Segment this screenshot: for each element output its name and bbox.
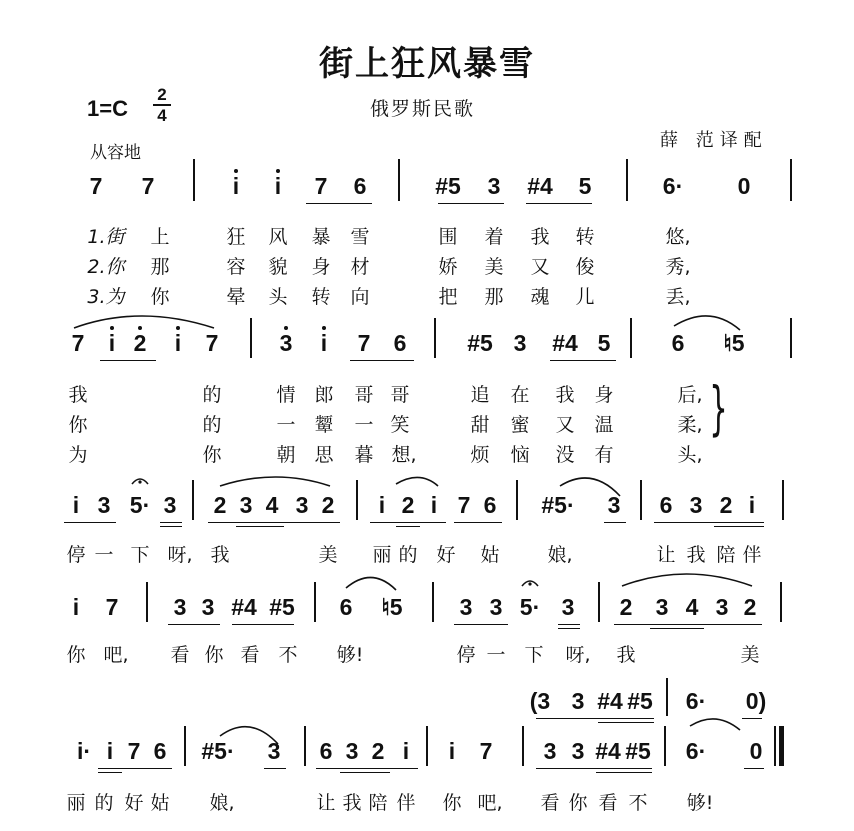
note: 6·	[685, 738, 707, 764]
lyric-char: 你	[568, 792, 588, 814]
lyric-char: 的	[202, 384, 222, 406]
lyric-char: 容	[226, 256, 246, 278]
note: 3	[239, 492, 253, 518]
lyric-char: 的	[94, 792, 114, 814]
time-signature-top: 2	[157, 85, 167, 104]
lyric-char: 为	[68, 444, 88, 466]
lyric-char: 甜	[470, 414, 490, 436]
lyric-char: 向	[350, 286, 370, 308]
lyric-char: 下	[130, 544, 150, 566]
lyric-char: 丽	[66, 792, 86, 814]
note: 3	[489, 594, 503, 620]
lyric-char: 狂	[226, 226, 246, 248]
lyric-char: 一	[94, 544, 114, 566]
song-title: 街上狂风暴雪	[319, 44, 535, 84]
note: 6	[393, 330, 407, 356]
song-origin: 俄罗斯民歌	[370, 98, 476, 120]
tempo-marking: 从容地	[90, 143, 141, 163]
lyric-char: 的	[398, 544, 418, 566]
note: 4	[265, 492, 279, 518]
note: 3	[689, 492, 703, 518]
lyric-char: 温	[594, 414, 614, 436]
note: 7	[479, 738, 493, 764]
note: i	[274, 173, 282, 199]
note: 5·	[519, 594, 541, 620]
note: 3	[345, 738, 359, 764]
lyric-char: 烦	[470, 444, 490, 466]
slur	[674, 316, 740, 330]
lyric-char: 你	[150, 286, 170, 308]
lyric-char: 雪	[350, 226, 370, 248]
note: i	[320, 330, 328, 356]
lyric-char: 朝	[276, 444, 296, 466]
lyric-char: 吧,	[103, 644, 129, 666]
lyric-char: 让	[656, 544, 676, 566]
note: #5	[625, 738, 651, 764]
note: 6	[483, 492, 497, 518]
note: 2	[401, 492, 415, 518]
lyric-char: 魂	[530, 286, 550, 308]
lyric-char: 伴	[742, 544, 762, 566]
lyric-char: 美	[740, 644, 760, 666]
note: #4	[527, 173, 553, 199]
note: i	[108, 330, 116, 356]
lyric-char: 恼	[510, 444, 530, 466]
note: 7	[89, 173, 103, 199]
lyric-char: 追	[470, 384, 490, 406]
time-signature-bottom: 4	[157, 106, 167, 125]
lyric-char: 那	[484, 286, 504, 308]
note: 3	[487, 173, 501, 199]
note: 2	[321, 492, 335, 518]
lyric-char: 1.街	[87, 226, 125, 248]
lyric-char: 你	[66, 644, 86, 666]
lyric-char: 姑	[150, 792, 170, 814]
lyric-char: 你	[442, 792, 462, 814]
lyric-char: 姑	[480, 544, 500, 566]
note: 3	[279, 330, 293, 356]
lyric-char: 不	[628, 792, 648, 814]
lyric-char: 情	[276, 384, 296, 406]
note: 3	[173, 594, 187, 620]
note: 3	[607, 492, 621, 518]
note: #5	[467, 330, 493, 356]
lyric-char: 你	[204, 644, 224, 666]
note: 0	[737, 173, 751, 199]
note: #4	[231, 594, 257, 620]
note: i	[378, 492, 386, 518]
note: i	[72, 492, 80, 518]
lyric-char: 娇	[438, 256, 458, 278]
note: 6	[353, 173, 367, 199]
note: 7	[314, 173, 328, 199]
lyric-char: 材	[350, 256, 370, 278]
note: i·	[76, 738, 92, 764]
note: 3	[97, 492, 111, 518]
note: 6	[153, 738, 167, 764]
note: #4	[552, 330, 578, 356]
note: i	[402, 738, 410, 764]
lyric-char: 头,	[677, 444, 703, 466]
lyric-char: 看	[170, 644, 190, 666]
note: i	[448, 738, 456, 764]
lyric-char: 你	[202, 444, 222, 466]
note: 3	[267, 738, 281, 764]
note: 6	[659, 492, 673, 518]
lyric-char: 悠,	[665, 226, 691, 248]
lyric-char: 的	[202, 414, 222, 436]
note: 6·	[662, 173, 684, 199]
lyric-char: 丽	[372, 544, 392, 566]
lyric-char: 没	[555, 444, 575, 466]
lyric-char: 呀,	[565, 644, 591, 666]
verse-brace: }	[709, 374, 728, 442]
note: 0	[749, 738, 763, 764]
lyric-char: 身	[311, 256, 331, 278]
lyric-char: 柔,	[677, 414, 703, 436]
note: 3	[459, 594, 473, 620]
note: #5	[627, 688, 653, 714]
lyric-char: 我	[616, 644, 636, 666]
lyric-char: 蜜	[510, 414, 530, 436]
lyric-char: 俊	[575, 256, 595, 278]
lyric-char: 颦	[314, 414, 334, 436]
lyric-char: 好	[436, 544, 456, 566]
lyric-char: 我	[210, 544, 230, 566]
note: 7	[141, 173, 155, 199]
lyric-char: 风	[268, 226, 288, 248]
lyric-char: 呀,	[167, 544, 193, 566]
lyric-char: 我	[68, 384, 88, 406]
fermata-dot	[138, 480, 141, 483]
lyric-char: 我	[555, 384, 575, 406]
lyric-char: 一	[354, 414, 374, 436]
lyric-char: 又	[555, 414, 575, 436]
lyric-char: 好	[124, 792, 144, 814]
lyric-char: 不	[278, 644, 298, 666]
note: 3	[571, 738, 585, 764]
note: (3	[529, 688, 551, 714]
lyric-char: 转	[311, 286, 331, 308]
note: #5	[435, 173, 461, 199]
slur	[346, 577, 396, 590]
note: 6	[671, 330, 685, 356]
translator-credit: 薛 范译配	[660, 130, 768, 151]
note: 2	[743, 594, 757, 620]
lyric-char: 着	[484, 226, 504, 248]
note: #4	[597, 688, 623, 714]
lyric-char: 一	[276, 414, 296, 436]
note: 5·	[129, 492, 151, 518]
note: 3	[201, 594, 215, 620]
note: 3	[561, 594, 575, 620]
lyric-char: 想,	[391, 444, 417, 466]
lyric-char: 貌	[268, 256, 288, 278]
lyric-char: 陪	[368, 792, 388, 814]
lyric-char: 看	[598, 792, 618, 814]
lyric-char: 把	[438, 286, 458, 308]
lyric-char: 你	[68, 414, 88, 436]
note: 7	[357, 330, 371, 356]
lyric-char: 丢,	[665, 286, 691, 308]
note: #5	[269, 594, 295, 620]
note: #5·	[201, 738, 235, 764]
lyric-char: 我	[342, 792, 362, 814]
lyric-char: 娘,	[209, 792, 235, 814]
lyric-char: 在	[510, 384, 530, 406]
slur	[396, 477, 438, 486]
note: 7	[457, 492, 471, 518]
note: i	[430, 492, 438, 518]
note: i	[72, 594, 80, 620]
note: 2	[213, 492, 227, 518]
note: i	[748, 492, 756, 518]
lyric-char: 停	[66, 544, 86, 566]
note: 6·	[685, 688, 707, 714]
lyric-char: 上	[150, 226, 170, 248]
lyric-char: 吧,	[477, 792, 503, 814]
lyric-char: 我	[686, 544, 706, 566]
lyric-char: 我	[530, 226, 550, 248]
note: ♮5	[723, 330, 745, 356]
note: 2	[371, 738, 385, 764]
note: 6	[319, 738, 333, 764]
lyric-char: 看	[540, 792, 560, 814]
slur	[622, 574, 752, 586]
lyric-char: 娘,	[547, 544, 573, 566]
note: 3	[513, 330, 527, 356]
lyric-char: 2.你	[87, 256, 125, 278]
note: ♮5	[381, 594, 403, 620]
lyric-char: 下	[524, 644, 544, 666]
note: i	[232, 173, 240, 199]
lyric-char: 一	[486, 644, 506, 666]
lyric-char: 停	[456, 644, 476, 666]
lyric-char: 头	[268, 286, 288, 308]
lyric-char: 3.为	[87, 286, 125, 308]
note: 7	[105, 594, 119, 620]
lyric-char: 儿	[575, 286, 595, 308]
note: 5	[578, 173, 592, 199]
note: 3	[655, 594, 669, 620]
note: 5	[597, 330, 611, 356]
lyric-char: 思	[314, 444, 334, 466]
note: 7	[205, 330, 219, 356]
note: i	[106, 738, 114, 764]
lyric-char: 哥	[354, 384, 374, 406]
lyric-char: 身	[594, 384, 614, 406]
tie	[690, 719, 740, 730]
lyric-char: 秀,	[665, 256, 691, 278]
note: #5·	[541, 492, 575, 518]
lyric-char: 美	[318, 544, 338, 566]
lyric-char: 美	[484, 256, 504, 278]
lyric-char: 看	[240, 644, 260, 666]
note: 3	[163, 492, 177, 518]
note: 7	[127, 738, 141, 764]
lyric-char: 又	[530, 256, 550, 278]
lyric-char: 陪	[716, 544, 736, 566]
slur	[74, 316, 214, 328]
lyric-char: 够!	[686, 792, 714, 814]
lyric-char: 暮	[354, 444, 374, 466]
lyric-char: 转	[575, 226, 595, 248]
slur	[560, 478, 620, 496]
lyric-char: 郎	[314, 384, 334, 406]
note: 3	[715, 594, 729, 620]
note: i	[174, 330, 182, 356]
lyric-char: 有	[594, 444, 614, 466]
lyric-char: 伴	[396, 792, 416, 814]
lyric-char: 暴	[311, 226, 331, 248]
note: 3	[571, 688, 585, 714]
note: 2	[619, 594, 633, 620]
note: #4	[595, 738, 621, 764]
note: 3	[295, 492, 309, 518]
slur	[220, 727, 278, 744]
slur	[220, 477, 330, 486]
note: 2	[719, 492, 733, 518]
note: 6	[339, 594, 353, 620]
key-signature: 1=C	[87, 96, 128, 121]
note: 4	[685, 594, 699, 620]
lyric-char: 围	[438, 226, 458, 248]
lyric-char: 够!	[336, 644, 364, 666]
lyric-char: 让	[316, 792, 336, 814]
note: 0)	[745, 688, 767, 714]
lyric-char: 笑	[390, 414, 410, 436]
lyric-char: 晕	[226, 286, 246, 308]
lyric-char: 后,	[677, 384, 703, 406]
lyric-char: 那	[150, 256, 170, 278]
lyric-char: 哥	[390, 384, 410, 406]
note: 2	[133, 330, 147, 356]
note: 3	[543, 738, 557, 764]
note: 7	[71, 330, 85, 356]
fermata-dot	[528, 582, 531, 585]
